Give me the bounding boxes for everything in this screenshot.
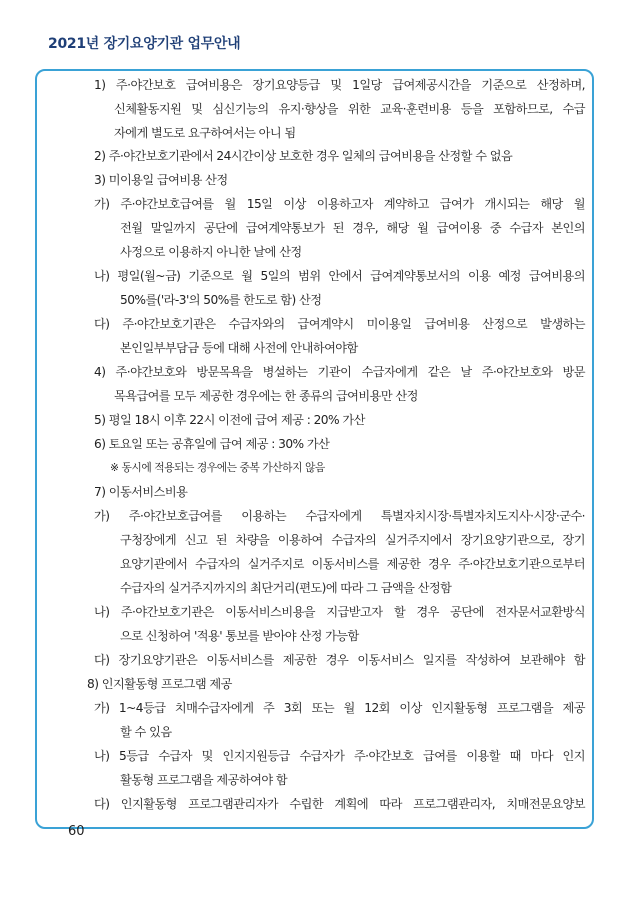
item-7-heading: 7) 이동서비스비용 [94,485,188,499]
item-3-da-line-1: 다) 주·야간보호기관은 수급자와의 급여계약시 미이용일 급여비용 산정으로 발생하는 [94,317,585,331]
item-7-na-line-2: 으로 신청하여 '적용' 통보를 받아야 산정 가능함 [120,629,359,643]
running-header-title: 2021년 장기요양기관 업무안내 [48,36,241,52]
item-4-line-2: 목욕급여를 모두 제공한 경우에는 한 종류의 급여비용만 산정 [114,389,418,403]
item-1-line-3: 자에게 별도로 요구하여서는 아니 됨 [114,126,296,140]
item-6-note: ※ 동시에 적용되는 경우에는 중복 가산하지 않음 [110,461,325,474]
item-7-ga-line-3: 요양기관에서 수급자의 실거주지로 이동서비스를 제공한 경우 주·야간보호기관으로부터 [120,557,585,571]
item-8-ga-line-2: 할 수 있음 [120,725,172,739]
item-6: 6) 토요일 또는 공휴일에 급여 제공 : 30% 가산 [94,437,330,451]
item-4-line-1: 4) 주·야간보호와 방문목욕을 병설하는 기관이 수급자에게 같은 날 주·야간보호와 방문 [94,365,585,379]
item-3-da-line-2: 본인일부부담금 등에 대해 사전에 안내하여야함 [120,341,358,355]
item-7-ga-line-4: 수급자의 실거주지까지의 최단거리(편도)에 따라 그 금액을 산정함 [120,581,452,595]
item-7-ga-line-1: 가) 주·야간보호급여를 이용하는 수급자에게 특별자치시장·특별자치도지사·시장·군수· [94,509,585,523]
item-1-line-2: 신체활동지원 및 심신기능의 유지·향상을 위한 교육·훈련비용 등을 포함하므로, 수급 [114,102,585,116]
item-8-na-line-2: 활동형 프로그램을 제공하여야 함 [120,773,288,787]
item-8-heading: 8) 인지활동형 프로그램 제공 [87,677,232,691]
item-8-na-line-1: 나) 5등급 수급자 및 인지지원등급 수급자가 주·야간보호 급여를 이용할 때 마다 인지 [94,749,585,763]
item-3-ga-line-1: 가) 주·야간보호급여를 월 15일 이상 이용하고자 계약하고 급여가 개시되는 해당 월 [94,197,585,211]
item-1-line-1: 1) 주·야간보호 급여비용은 장기요양등급 및 1일당 급여제공시간을 기준으로 산정하며, [94,78,585,92]
item-7-ga-line-2: 구청장에게 신고 된 차량을 이용하여 수급자의 실거주지에서 장기요양기관으로, 장기 [120,533,585,547]
item-3-heading: 3) 미이용일 급여비용 산정 [94,173,228,187]
page-number: 60 [68,824,85,839]
item-7-da: 다) 장기요양기관은 이동서비스를 제공한 경우 이동서비스 일지를 작성하여 보관해야 함 [94,653,585,667]
item-5: 5) 평일 18시 이후 22시 이전에 급여 제공 : 20% 가산 [94,413,365,427]
item-7-na-line-1: 나) 주·야간보호기관은 이동서비스비용을 지급받고자 할 경우 공단에 전자문서교환방식 [94,605,585,619]
item-8-da-line-1: 다) 인지활동형 프로그램관리자가 수립한 계획에 따라 프로그램관리자, 치매전문요양보 [94,797,585,811]
item-3-ga-line-2: 전월 말일까지 공단에 급여계약통보가 된 경우, 해당 월 급여이용 중 수급자 본인의 [120,221,585,235]
item-2: 2) 주·야간보호기관에서 24시간이상 보호한 경우 일체의 급여비용을 산정할 수 없음 [94,149,513,163]
item-3-na-line-2: 50%를('라-3'의 50%를 한도로 함) 산정 [120,293,322,307]
item-8-ga-line-1: 가) 1~4등급 치매수급자에게 주 3회 또는 월 12회 이상 인지활동형 프로그램을 제공 [94,701,585,715]
item-3-ga-line-3: 사정으로 이용하지 아니한 날에 산정 [120,245,302,259]
item-3-na-line-1: 나) 평일(월~금) 기준으로 월 5일의 범위 안에서 급여계약통보서의 이용 예정 급여비용의 [94,269,585,283]
